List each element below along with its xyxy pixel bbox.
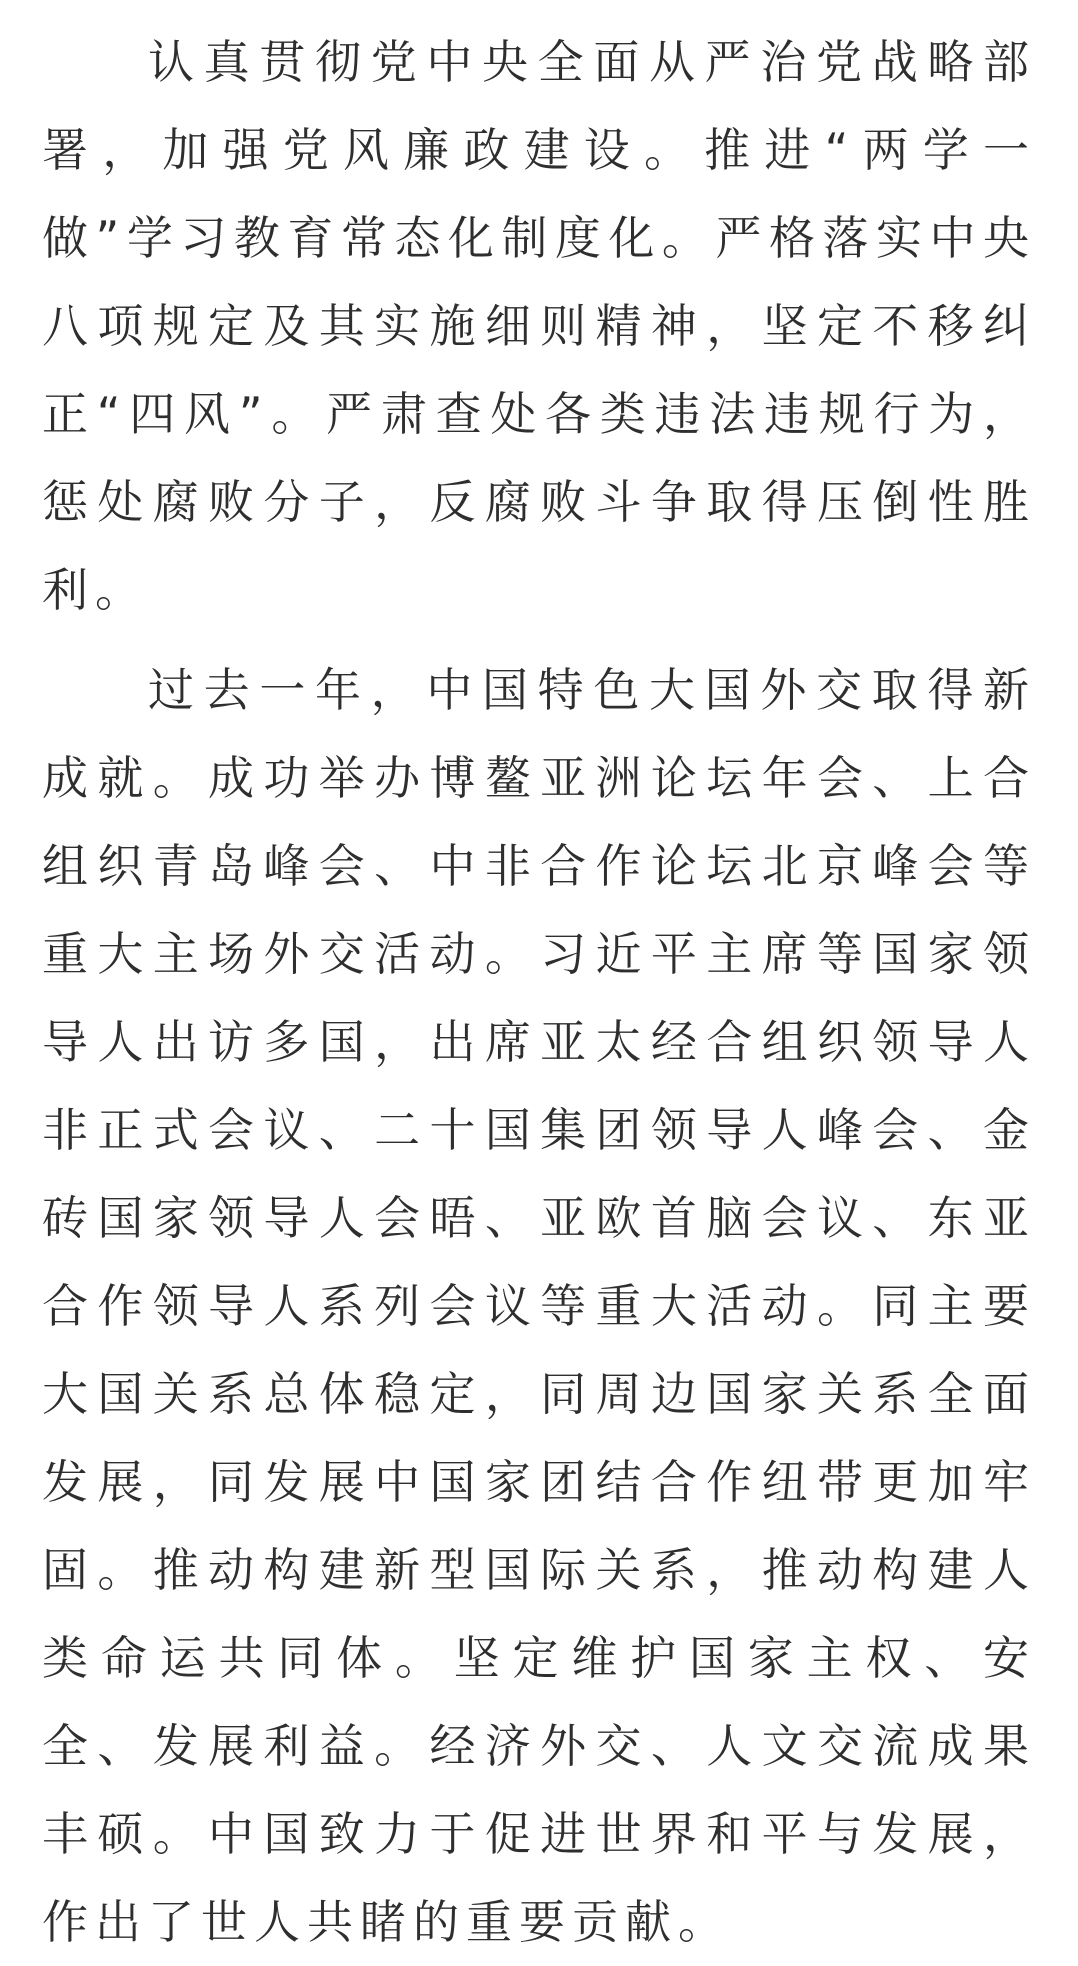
paragraph-party-discipline: 认真贯彻党中央全面从严治党战略部署，加强党风廉政建设。推进“两学一做”学习教育常态化制度化。严格落实中央八项规定及其实施细则精神，坚定不移纠正“四风”。严肃查处各类违法违规行为，惩处腐败分子，反腐败斗争取得压倒性胜利。 — [42, 35, 1036, 617]
article-body — [42, 18, 1036, 1966]
paragraph-diplomacy: 过去一年，中国特色大国外交取得新成就。成功举办博鳌亚洲论坛年会、上合组织青岛峰会、中非合作论坛北京峰会等重大主场外交活动。习近平主席等国家领导人出访多国，出席亚太经合组织领导人非正式会议、二十国集团领导人峰会、金砖国家领导人会晤、亚欧首脑会议、东亚合作领导人系列会议等重大活动。同主要大国关系总体稳定，同周边国家关系全面发展，同发展中国家团结合作纽带更加牢固。推动构建新型国际关系，推动构建人类命运共同体。坚定维护国家主权、安全、发展利益。经济外交、人文交流成果丰硕。中国致力于促进世界和平与发展，作出了世人共睹的重要贡献。 — [42, 663, 1036, 1949]
